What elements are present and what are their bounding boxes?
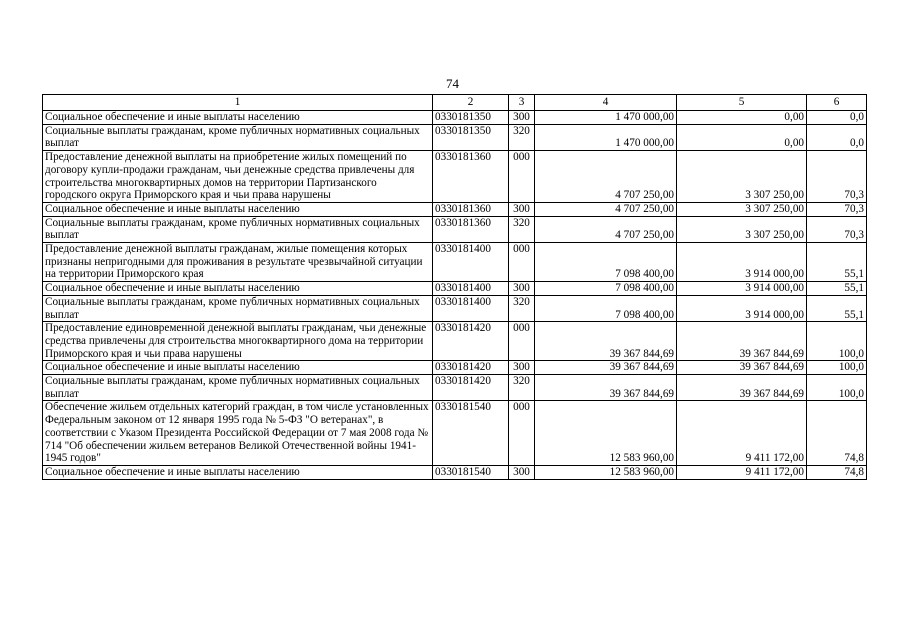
- table-row: [43, 124, 867, 150]
- planned-amount-cell: 39 367 844,69: [535, 375, 677, 401]
- planned-amount-cell: 39 367 844,69: [535, 322, 677, 361]
- expense-type-code-cell: 320: [509, 124, 535, 150]
- table-row: [43, 151, 867, 203]
- page-number: 74: [446, 76, 459, 91]
- table-row: [43, 361, 867, 375]
- item-name-cell: Социальные выплаты гражданам, кроме публичных нормативных социальных выплат: [43, 295, 433, 321]
- executed-amount-cell: 0,00: [677, 124, 807, 150]
- target-article-code-cell: 0330181360: [433, 151, 509, 203]
- item-name-cell: Предоставление единовременной денежной выплаты гражданам, чьи денежные средства привлечены для строительства многоквартирного дома на территории Приморского края и чьи права нарушены: [43, 322, 433, 361]
- executed-amount-cell: 3 914 000,00: [677, 295, 807, 321]
- item-name-cell: Обеспечение жильем отдельных категорий граждан, в том числе установленных Федеральным законом от 12 января 1995 года № 5-ФЗ "О ветеранах", в соответствии с Указом Президента Российской Федерации от 7 мая 2008 года № 714 "Об обеспечении жильем ветеранов Великой Отечественной войны 1941-1945 годов": [43, 401, 433, 466]
- table-row: [43, 401, 867, 466]
- item-name-cell: Социальное обеспечение и иные выплаты населению: [43, 282, 433, 296]
- table-row: [43, 243, 867, 282]
- table-row: [43, 375, 867, 401]
- column-header: 3: [509, 95, 535, 111]
- planned-amount-cell: 4 707 250,00: [535, 202, 677, 216]
- column-header: 1: [43, 95, 433, 111]
- table-row: [43, 295, 867, 321]
- target-article-code-cell: 0330181420: [433, 322, 509, 361]
- execution-percent-cell: 70,3: [807, 202, 867, 216]
- target-article-code-cell: 0330181350: [433, 124, 509, 150]
- target-article-code-cell: 0330181400: [433, 295, 509, 321]
- column-header: 2: [433, 95, 509, 111]
- executed-amount-cell: 3 307 250,00: [677, 202, 807, 216]
- expense-type-code-cell: 000: [509, 401, 535, 466]
- planned-amount-cell: 1 470 000,00: [535, 124, 677, 150]
- expense-type-code-cell: 320: [509, 216, 535, 242]
- expense-type-code-cell: 320: [509, 375, 535, 401]
- target-article-code-cell: 0330181400: [433, 243, 509, 282]
- executed-amount-cell: 3 914 000,00: [677, 243, 807, 282]
- table-row: [43, 282, 867, 296]
- item-name-cell: Социальное обеспечение и иные выплаты населению: [43, 202, 433, 216]
- executed-amount-cell: 3 307 250,00: [677, 216, 807, 242]
- planned-amount-cell: 12 583 960,00: [535, 465, 677, 479]
- executed-amount-cell: 3 914 000,00: [677, 282, 807, 296]
- table-row: [43, 202, 867, 216]
- column-number-row: [43, 95, 867, 111]
- column-header: 4: [535, 95, 677, 111]
- expense-type-code-cell: 300: [509, 202, 535, 216]
- planned-amount-cell: 1 470 000,00: [535, 111, 677, 125]
- execution-percent-cell: 0,0: [807, 111, 867, 125]
- planned-amount-cell: 7 098 400,00: [535, 243, 677, 282]
- target-article-code-cell: 0330181540: [433, 401, 509, 466]
- expense-type-code-cell: 300: [509, 111, 535, 125]
- target-article-code-cell: 0330181540: [433, 465, 509, 479]
- column-header: 6: [807, 95, 867, 111]
- execution-percent-cell: 55,1: [807, 295, 867, 321]
- target-article-code-cell: 0330181420: [433, 361, 509, 375]
- table-row: [43, 216, 867, 242]
- table-row: [43, 322, 867, 361]
- execution-percent-cell: 70,3: [807, 216, 867, 242]
- planned-amount-cell: 7 098 400,00: [535, 295, 677, 321]
- item-name-cell: Социальное обеспечение и иные выплаты населению: [43, 465, 433, 479]
- execution-percent-cell: 74,8: [807, 465, 867, 479]
- executed-amount-cell: 9 411 172,00: [677, 401, 807, 466]
- execution-percent-cell: 100,0: [807, 322, 867, 361]
- target-article-code-cell: 0330181360: [433, 216, 509, 242]
- item-name-cell: Социальные выплаты гражданам, кроме публичных нормативных социальных выплат: [43, 375, 433, 401]
- expense-type-code-cell: 000: [509, 243, 535, 282]
- target-article-code-cell: 0330181360: [433, 202, 509, 216]
- expense-type-code-cell: 000: [509, 151, 535, 203]
- expense-type-code-cell: 320: [509, 295, 535, 321]
- executed-amount-cell: 39 367 844,69: [677, 322, 807, 361]
- expense-type-code-cell: 300: [509, 361, 535, 375]
- item-name-cell: Социальные выплаты гражданам, кроме публичных нормативных социальных выплат: [43, 216, 433, 242]
- item-name-cell: Социальные выплаты гражданам, кроме публичных нормативных социальных выплат: [43, 124, 433, 150]
- planned-amount-cell: 4 707 250,00: [535, 216, 677, 242]
- item-name-cell: Социальное обеспечение и иные выплаты населению: [43, 111, 433, 125]
- planned-amount-cell: 7 098 400,00: [535, 282, 677, 296]
- planned-amount-cell: 4 707 250,00: [535, 151, 677, 203]
- executed-amount-cell: 39 367 844,69: [677, 375, 807, 401]
- expense-type-code-cell: 000: [509, 322, 535, 361]
- column-header: 5: [677, 95, 807, 111]
- execution-percent-cell: 70,3: [807, 151, 867, 203]
- item-name-cell: Предоставление денежной выплаты гражданам, жилые помещения которых признаны непригодными для проживания в результате чрезвычайной ситуации на территории Приморского края: [43, 243, 433, 282]
- executed-amount-cell: 39 367 844,69: [677, 361, 807, 375]
- executed-amount-cell: 9 411 172,00: [677, 465, 807, 479]
- execution-percent-cell: 55,1: [807, 282, 867, 296]
- target-article-code-cell: 0330181400: [433, 282, 509, 296]
- budget-table: [42, 94, 867, 480]
- table-row: [43, 111, 867, 125]
- execution-percent-cell: 100,0: [807, 375, 867, 401]
- target-article-code-cell: 0330181420: [433, 375, 509, 401]
- executed-amount-cell: 0,00: [677, 111, 807, 125]
- expense-type-code-cell: 300: [509, 465, 535, 479]
- expense-type-code-cell: 300: [509, 282, 535, 296]
- execution-percent-cell: 0,0: [807, 124, 867, 150]
- planned-amount-cell: 12 583 960,00: [535, 401, 677, 466]
- item-name-cell: Социальное обеспечение и иные выплаты населению: [43, 361, 433, 375]
- table-row: [43, 465, 867, 479]
- execution-percent-cell: 100,0: [807, 361, 867, 375]
- target-article-code-cell: 0330181350: [433, 111, 509, 125]
- execution-percent-cell: 55,1: [807, 243, 867, 282]
- executed-amount-cell: 3 307 250,00: [677, 151, 807, 203]
- execution-percent-cell: 74,8: [807, 401, 867, 466]
- item-name-cell: Предоставление денежной выплаты на приобретение жилых помещений по договору купли-продажи гражданам, чьи денежные средства привлечены для строительства многоквартирных домов на территории Партизанского городского округа Приморского края и чьи права нарушены: [43, 151, 433, 203]
- planned-amount-cell: 39 367 844,69: [535, 361, 677, 375]
